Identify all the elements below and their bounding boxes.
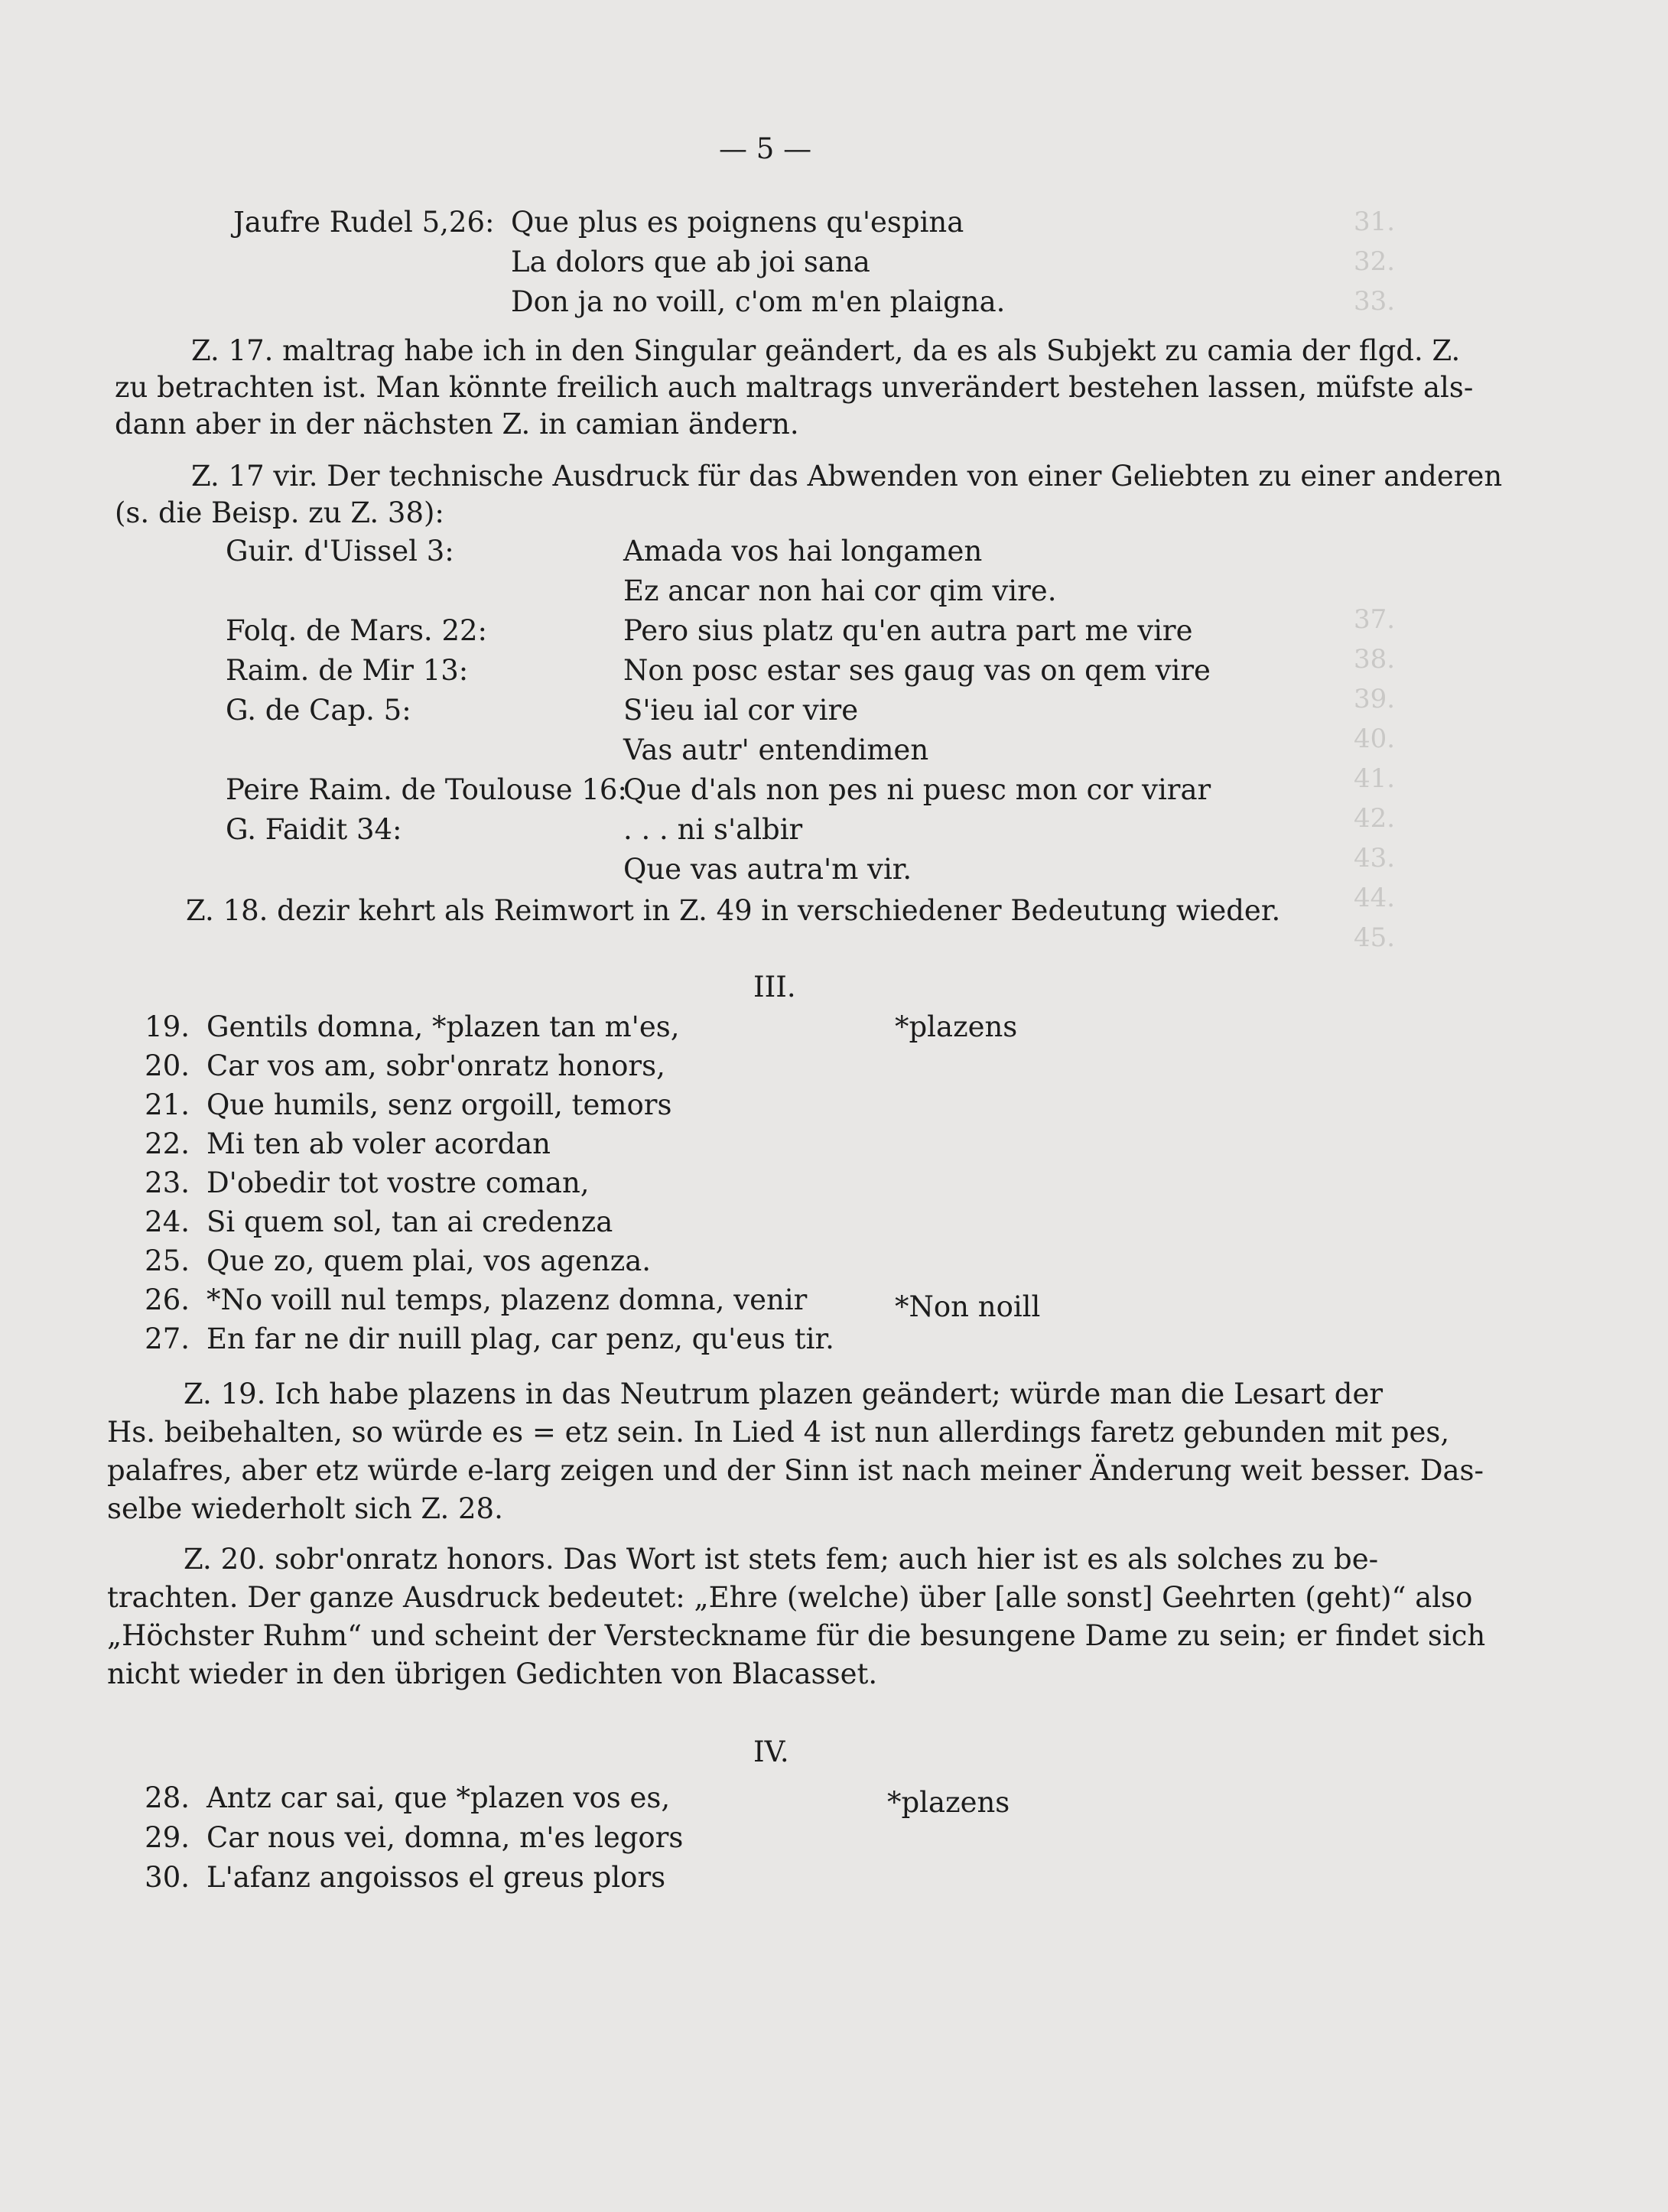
verse-number: 24. bbox=[145, 1205, 190, 1238]
example-line: Que vas autra'm vir. bbox=[623, 853, 912, 886]
example-source: Folq. de Mars. 22: bbox=[226, 614, 487, 647]
verse-text: Que zo, quem plai, vos agenza. bbox=[206, 1244, 652, 1277]
verse-number: 22. bbox=[145, 1127, 190, 1160]
quote-line: La dolors que ab joi sana bbox=[511, 246, 870, 278]
show-through-decoration: 38. bbox=[1354, 644, 1396, 675]
verse-text: Gentils domna, *plazen tan m'es, bbox=[206, 1010, 680, 1043]
note-paragraph-line: palafres, aber etz würde e-larg zeigen und der Sinn ist nach meiner Änderung weit besser. Das- bbox=[107, 1454, 1484, 1487]
example-line: S'ieu ial cor vire bbox=[623, 694, 859, 727]
verse-number: 20. bbox=[145, 1049, 190, 1082]
note-paragraph-line: Hs. beibehalten, so würde es = etz sein. In Lied 4 ist nun allerdings faretz gebunden mit pes, bbox=[107, 1416, 1450, 1449]
verse-number: 19. bbox=[145, 1010, 190, 1043]
example-source: Guir. d'Uissel 3: bbox=[226, 535, 454, 568]
verse-line bbox=[130, 1244, 651, 1279]
verse-line bbox=[130, 1860, 665, 1895]
verse-number: 23. bbox=[145, 1166, 190, 1199]
example-source: Raim. de Mir 13: bbox=[226, 654, 469, 687]
verse-line bbox=[130, 1322, 834, 1357]
quote-line: Don ja no voill, c'om m'en plaigna. bbox=[511, 285, 1006, 318]
note-paragraph-line: Z. 18. dezir kehrt als Reimwort in Z. 49 in verschiedener Bedeutung wieder. bbox=[186, 894, 1281, 927]
verse-line bbox=[130, 1049, 665, 1084]
show-through-decoration: 32. bbox=[1354, 246, 1396, 277]
page-number: — 5 — bbox=[719, 132, 812, 165]
show-through-decoration: 39. bbox=[1354, 684, 1396, 714]
verse-line bbox=[130, 1781, 670, 1816]
verse-number: 28. bbox=[145, 1781, 190, 1814]
example-source: Peire Raim. de Toulouse 16: bbox=[226, 773, 627, 806]
verse-text: Car nous vei, domna, m'es legors bbox=[206, 1821, 684, 1854]
note-paragraph-line: Z. 17 vir. Der technische Ausdruck für das Abwenden von einer Geliebten zu einer anderen bbox=[191, 460, 1503, 493]
example-line: Amada vos hai longamen bbox=[623, 535, 983, 568]
verse-text: Car vos am, sobr'onratz honors, bbox=[206, 1049, 665, 1082]
verse-number: 29. bbox=[145, 1821, 190, 1854]
show-through-decoration: 43. bbox=[1354, 843, 1396, 873]
section-heading: III. bbox=[753, 971, 796, 1004]
example-line: Ez ancar non hai cor qim vire. bbox=[623, 574, 1057, 607]
example-line: Que d'als non pes ni puesc mon cor virar bbox=[623, 773, 1211, 806]
note-paragraph-line: dann aber in der nächsten Z. in camian ändern. bbox=[115, 408, 799, 441]
verse-number: 26. bbox=[145, 1283, 190, 1316]
example-source: G. Faidit 34: bbox=[226, 813, 402, 846]
example-line: Pero sius platz qu'en autra part me vire bbox=[623, 614, 1193, 647]
show-through-decoration: 44. bbox=[1354, 883, 1396, 913]
show-through-decoration: 40. bbox=[1354, 724, 1396, 754]
note-paragraph-line: Z. 20. sobr'onratz honors. Das Wort ist stets fem; auch hier ist es als solches zu be- bbox=[184, 1543, 1379, 1576]
note-paragraph-line: selbe wiederholt sich Z. 28. bbox=[107, 1492, 503, 1525]
note-paragraph-line: nicht wieder in den übrigen Gedichten von Blacasset. bbox=[107, 1657, 878, 1690]
verse-line bbox=[130, 1166, 590, 1201]
verse-text: Si quem sol, tan ai credenza bbox=[206, 1205, 613, 1238]
verse-variant: *plazens bbox=[895, 1010, 1018, 1043]
verse-text: Antz car sai, que *plazen vos es, bbox=[206, 1781, 671, 1814]
verse-text: Mi ten ab voler acordan bbox=[206, 1127, 551, 1160]
show-through-decoration: 42. bbox=[1354, 803, 1396, 834]
verse-text: En far ne dir nuill plag, car penz, qu'eus tir. bbox=[206, 1322, 834, 1355]
note-paragraph-line: (s. die Beisp. zu Z. 38): bbox=[115, 496, 444, 529]
verse-line bbox=[130, 1820, 683, 1856]
verse-text: L'afanz angoissos el greus plors bbox=[206, 1861, 666, 1894]
show-through-decoration: 31. bbox=[1354, 207, 1396, 237]
verse-line bbox=[130, 1283, 807, 1318]
verse-line bbox=[130, 1127, 551, 1162]
note-paragraph-line: „Höchster Ruhm“ und scheint der Versteckname für die besungene Dame zu sein; er findet sich bbox=[107, 1619, 1486, 1652]
quote-source: Jaufre Rudel 5,26: bbox=[233, 206, 495, 239]
verse-text: Que humils, senz orgoill, temors bbox=[206, 1088, 672, 1121]
example-line: Vas autr' entendimen bbox=[623, 734, 929, 766]
quote-line: Que plus es poignens qu'espina bbox=[511, 206, 964, 239]
example-line: . . . ni s'albir bbox=[623, 813, 803, 846]
verse-line bbox=[130, 1205, 613, 1240]
show-through-decoration: 33. bbox=[1354, 286, 1396, 317]
section-heading: IV. bbox=[753, 1735, 789, 1768]
verse-number: 25. bbox=[145, 1244, 190, 1277]
verse-number: 30. bbox=[145, 1861, 190, 1894]
verse-line bbox=[130, 1088, 671, 1123]
show-through-decoration: 45. bbox=[1354, 922, 1396, 953]
note-paragraph-line: Z. 19. Ich habe plazens in das Neutrum plazen geändert; würde man die Lesart der bbox=[184, 1378, 1383, 1410]
note-paragraph-line: trachten. Der ganze Ausdruck bedeutet: „Ehre (welche) über [alle sonst] Geehrten (geht)“ also bbox=[107, 1581, 1473, 1614]
show-through-decoration: 41. bbox=[1354, 763, 1396, 794]
note-paragraph-line: zu betrachten ist. Man könnte freilich auch maltrags unverändert bestehen lassen, müfste als- bbox=[115, 371, 1474, 404]
verse-text: *No voill nul temps, plazenz domna, venir bbox=[206, 1283, 808, 1316]
note-paragraph-line: Z. 17. maltrag habe ich in den Singular geändert, da es als Subjekt zu camia der flgd. Z. bbox=[191, 334, 1461, 367]
verse-text: D'obedir tot vostre coman, bbox=[206, 1166, 590, 1199]
example-line: Non posc estar ses gaug vas on qem vire bbox=[623, 654, 1211, 687]
verse-variant: *plazens bbox=[887, 1786, 1010, 1819]
verse-number: 21. bbox=[145, 1088, 190, 1121]
verse-variant: *Non noill bbox=[895, 1290, 1041, 1323]
verse-number: 27. bbox=[145, 1322, 190, 1355]
verse-line bbox=[130, 1010, 680, 1045]
show-through-decoration: 37. bbox=[1354, 604, 1396, 635]
example-source: G. de Cap. 5: bbox=[226, 694, 411, 727]
